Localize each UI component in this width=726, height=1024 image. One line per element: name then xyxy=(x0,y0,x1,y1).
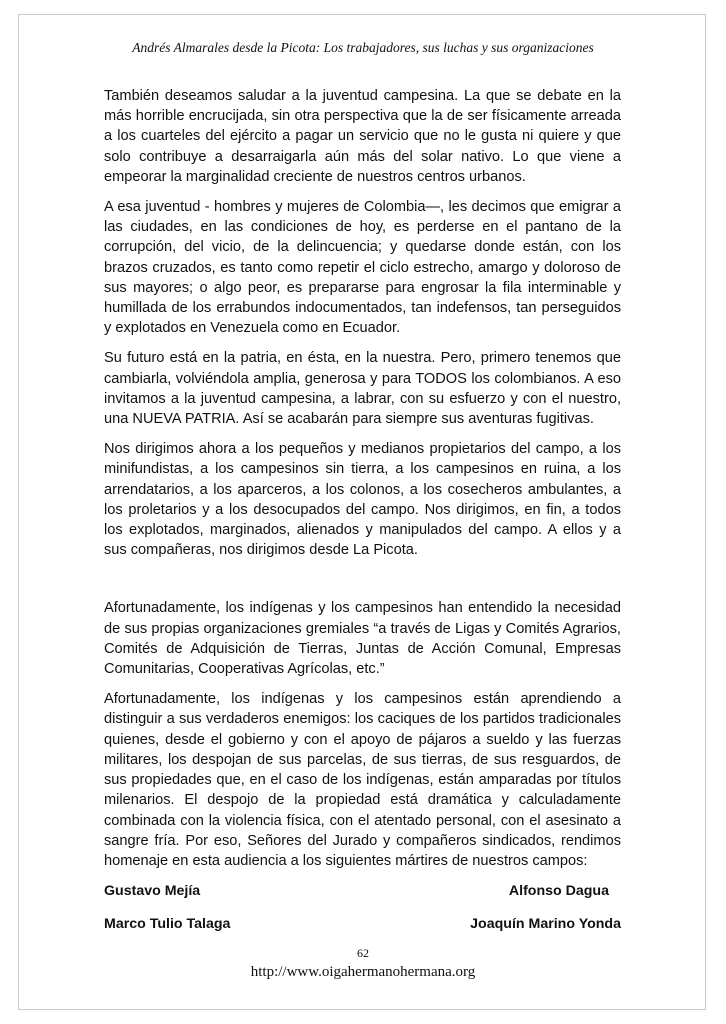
paragraph-juventud-campesina: También deseamos saludar a la juventud campesina. La que se debate en la más horrible encrucijada, sin otra perspectiva que la de ser físicamente arreada a los cuarteles del ejército a pagar un servicio que no le gusta ni quiere y que solo contribuye a desarraigarla aún más del solar nativo. Lo que viene a empeorar la marginalidad creciente de nuestros centros urbanos. xyxy=(104,88,621,185)
page-number: 62 xyxy=(357,946,369,960)
running-header: Andrés Almarales desde la Picota: Los trabajadores, sus luchas y sus organizaciones xyxy=(132,40,594,55)
martyr-name: Alfonso Dagua xyxy=(508,883,609,900)
paragraph-verdaderos-enemigos: Afortunadamente, los indígenas y los campesinos están aprendiendo a distinguir a sus verdaderos enemigos: los caciques de los partidos tradicionales quienes, desde el gobierno y con el apoyo de pájaros a sueldo y las fuerzas militares, los despojan de sus parcelas, de sus tierras, de sus resguardos, de sus propiedades que, en el caso de los indígenas, están amparadas por títulos milenarios. El despojo de la propiedad está dramática y calculadamente combinada con la violencia física, con el atentado personal, con el asesinato a sangre fría. Por eso, Señores del Jurado y compañeros sindicados, rendimos homenaje en esta audiencia a los siguientes mártires de nuestros campos: xyxy=(104,691,621,869)
paragraph-organizaciones-gremiales: Afortunadamente, los indígenas y los campesinos han entendido la necesidad de sus propias organizaciones gremiales “a través de Ligas y Comités Agrarios, Comités de Adquisición de Tierras, Juntas de Acción Comunal, Empresas Comunitarias, Cooperativas Agrícolas, etc.” xyxy=(104,600,621,678)
martyr-names-row xyxy=(104,914,621,934)
footer-url: http://www.oigahermanohermana.org xyxy=(250,964,476,980)
section-gap xyxy=(104,570,621,598)
paragraph-propietarios-campo: Nos dirigimos ahora a los pequeños y medianos propietarios del campo, a los minifundistas, a los campesinos sin tierra, a los campesinos en ruina, a los arrendatarios, a los aparceros, a los colonos, a los cosecheros ambulantes, a los proletarios y a los desocupados del campo. Nos dirigimos, en fin, a todos los explotados, marginados, alienados y manipulados del campo. A ellos y a sus compañeras, nos dirigimos desde La Picota. xyxy=(104,441,621,559)
page-body xyxy=(104,86,621,934)
martyr-names-row xyxy=(104,881,621,901)
paragraph-juventud-colombia: A esa juventud - hombres y mujeres de Colombia—, les decimos que emigrar a las ciudades, en las condiciones de hoy, es perderse en el pantano de la corrupción, del vicio, de la delincuencia; y quedarse donde están, con los brazos cruzados, es tanto como repetir el ciclo estrecho, amargo y doloroso de sus mayores; o algo peor, es prepararse para engrosar la fila interminable y humillada de los errabundos indocumentados, tan indefensos, tan perseguidos y explotados en Venezuela como en Ecuador. xyxy=(104,199,621,337)
martyr-name: Joaquín Marino Yonda xyxy=(470,916,621,933)
martyr-name: Marco Tulio Talaga xyxy=(104,916,231,933)
paragraph-futuro-patria: Su futuro está en la patria, en ésta, en la nuestra. Pero, primero tenemos que cambiarla, volviéndola amplia, generosa y para TODOS los colombianos. A eso invitamos a la juventud campesina, a labrar, con su esfuerzo y con el nuestro, una NUEVA PATRIA. Así se acabarán para siempre sus aventuras fugitivas. xyxy=(104,350,621,428)
martyr-name: Gustavo Mejía xyxy=(104,883,201,900)
